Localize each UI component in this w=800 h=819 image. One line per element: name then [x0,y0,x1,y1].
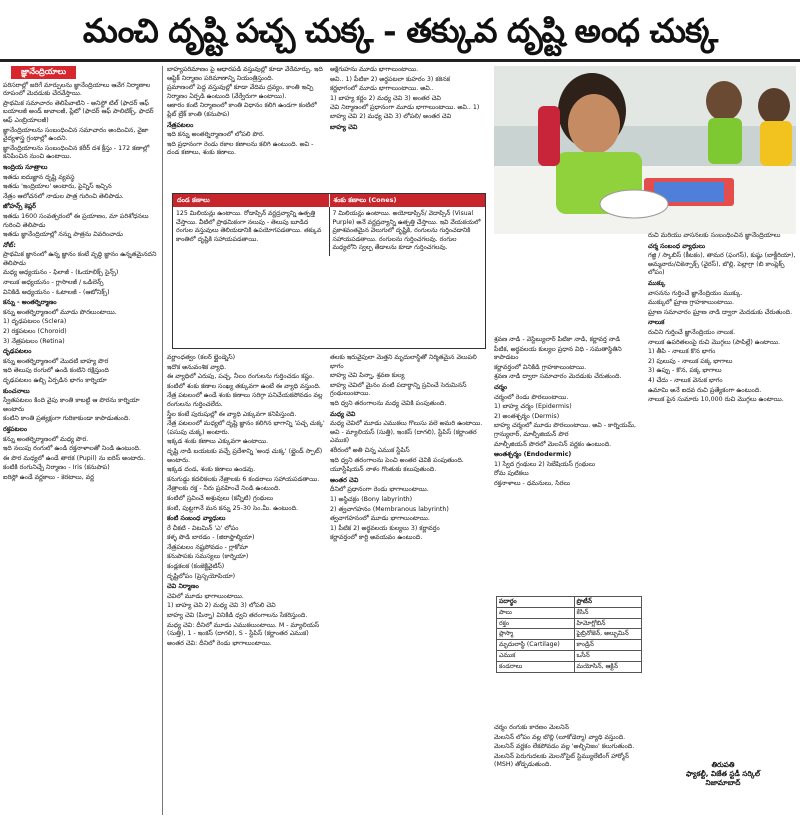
list-item: దృష్టి నాడి బయటకు వచ్చే ప్రదేశాన్ని 'అంధ చుక్క' (బ్లైండ్ స్పాట్) అంటారు. [167,447,323,464]
list-item: మెలనిన్ లోపం వల్ల బొల్లి (లూకోడెర్మా) వ్యాధి వస్తుంది. [494,733,626,741]
paragraph: కన్ను అంతర్నిర్మాణంలో మూడు పొరలుంటాయి. [3,308,117,316]
list-item: మెలనిన్ వర్ణకం లేకపోవడం వల్ల 'అల్బినిజం' కలుగుతుంది. [494,743,635,751]
rods-text: 125 మిలియన్లు ఉంటాయి. రోడాప్సిన్ వర్ణద్రవ్యాన్ని ఉత్పత్తి చేస్తాయి. వీటిలో ప్రాథమికంగా నలుపు - తెలుపు బూడిద రంగుల వస్తువులు తెలియడానికి ఉపయోగపడతాయి. తక్కువ కాంతిలో దృష్టికి సహాయపడతాయి. [176,210,322,243]
section-heading: ముక్కు [648,279,666,287]
table-cell: ఎముక [497,650,575,661]
paragraph: జ్ఞానేంద్రియాలను సంబంధించిన సమాచారం అందించిన, వైజా వైద్యశాస్త్ర గ్రంథాల్లో ఉందని. [3,126,149,143]
list-item: వర్ణాంధత్వం (కలర్ బ్లైండ్నెస్) [167,354,236,361]
table-row [497,650,642,661]
list-item: కనుగుడ్డు కదలికలకు నేత్రాలకు 6 కండరాలు సహాయపడతాయి. [167,475,320,483]
section-heading: మధ్య చెవి [330,410,356,418]
list-item: నాలుక పైన సుమారు 10,000 రుచి మొగ్గలు ఉంటాయి. [648,396,784,404]
list-item: 2) అంతశ్చర్మం (Dermis) [494,412,560,420]
list-item: మధ్య అధ్యయనం - ఫిలాజీ - (ఓయాలిక్స్ సైన్స్) [3,269,119,277]
list-item: నేత్రాలకు రక్త - నీరు ప్రవహించే నిండి ఉంటుంది. [167,485,281,493]
list-item: కర్ణావర్తంలో వినికిడి గ్రాహకాలుంటాయి. [494,363,587,371]
list-item: 2) పులుపు - నాలుక పక్క భాగాలు [648,357,733,365]
list-item: ఇది ధ్వని తరంగాలను మధ్య చెవికి పంపుతుంది. [330,399,447,407]
author-designation: ఫ్యాకల్టీ, విజేత స్టడీ సర్కిల్ [686,769,760,778]
list-item: వినికిడి అధ్యయనం - ఓటాలజీ - (ఆటోనిక్స్) [3,288,110,296]
list-item: ఘ్రాణ సమాచారం ఘ్రాణ నాడి ద్వారా మెదడుకు చేరుతుంది. [648,308,793,316]
list-item: దృష్టిలోపం (ప్రెస్బయోపియా) [167,572,236,580]
table-row [497,618,642,629]
list-item: అక్షిగుహను మూడు భాగాలుంటాయి. [330,66,419,73]
rods-title: దండ కణాలు [177,196,210,204]
list-item: కంటిలో శంకు కణాల సంఖ్య తక్కువగా ఉంటే ఈ వ్యాధి వస్తుంది. [167,382,321,390]
cones-title: శంకు కణాలు (Cones) [329,194,486,207]
list-item: కంటికి రంగునిచ్చే నిర్మాణం - Iris (కనుపాప) [3,464,110,472]
column-4 [494,336,644,594]
section-heading: బాహ్య చెవి [330,123,358,131]
list-item: ఇది నలుపు రంగులో ఉండి రక్తనాళాలతో నిండి ఉంటుంది. [3,445,141,453]
list-item: దృఢపటలం ఉబ్బి ఏర్పడిన భాగం కార్నియా [3,377,107,384]
list-item: ప్రాథమిక జ్ఞానంలో ఉన్న జ్ఞానం కంటే వృద్ధి జ్ఞానం ఉన్నతమైనదని తెలిపాడు [3,251,157,267]
section-heading: నేత్రపటలం [167,121,194,129]
list-item: శరీరంలో అతి చిన్న ఎముక స్టేపిస్ [330,446,410,454]
list-item: చెవి నిర్మాణంలో ప్రధానంగా మూడు భాగాలుంటాయి. అవి.. 1) బాహ్య చెవి 2) మధ్య చెవి 3) లోపలి/ అంతర చెవి [330,104,480,120]
table-cell: కండరాలు [497,661,575,672]
list-item: ఈ వ్యాధిలో ఎరుపు, పచ్చ, నీలం రంగులను గుర్తించడం కష్టం. [167,373,315,381]
table-row [497,640,642,651]
list-item: కంటిని కాంతి ప్రత్యక్షంగా గురికాకుండా కాపాడుతుంది. [3,415,131,423]
list-item: స్త్రీల కంటే పురుషుల్లో ఈ వ్యాధి ఎక్కువగా కనిపిస్తుంది. [167,410,297,418]
list-item: అంతర చెవి: దీనిలో రెండు భాగాలుంటాయి. [167,639,272,647]
column-3-top [330,66,490,191]
author-place: నిజామాబాద్ [705,778,741,787]
list-item: మాల్పీజియన్ పొరలో మెలనిన్ వర్ణకం ఉంటుంది. [494,440,612,448]
list-item: ఇతడు 'ఇంద్రియాల' అంటారు, పైన్నిస్ ఇచ్చిన [3,183,112,191]
list-item: చర్మం రంగుకు కారణం మెలనిన్ [494,724,569,731]
list-item: 3) నేత్రపటలం (Retina) [3,337,65,345]
list-item: గజ్జి / స్కాబిస్ (కీటకం), తామర (ఫంగస్), కుష్ఠు (బాక్టీరియా), అమ్మవారు/చికెన్పాక్స్ (వైరస్), బొల్లి, పెల్లాగ్రా (బి కాంప్లెక్స్ లోపం) [648,252,796,277]
table-row [497,661,642,672]
list-item: కర్ణభాగంలో మూడు భాగాలుంటాయి. అవి.. [330,85,434,93]
list-item: 1) అస్థిచక్రం (Bony labyrinth) [330,495,413,503]
paragraph: బాహ్యపరిమాణం పై ఆధారపడి వస్తువుల్లో కూడా వేరేమార్పు, ఇది ఆప్టిక్ నిర్మాణం పరిమాణాన్ని నియంత్రిస్తుంది. [167,66,323,82]
list-item: ఇతడు 1600 సంవత్సరంలో ఈ ప్రయాణం, మా పరిశోధనలు గురించి తెలిపాడు [3,212,149,229]
paragraph: శ్రవణ నాడి - వెస్టిబ్యులార్ పీటికా నాడి, కర్ణావర్త నాడి [494,336,620,343]
rods-cones-box [172,193,486,349]
students-illustration [494,66,796,234]
column-1 [3,66,163,815]
column-2-top [167,66,327,191]
table-row [497,629,642,640]
list-item: 1) దృఢపటలం (Sclera) [3,318,67,326]
paragraph: పరిసరాల్లో జరిగే మార్పులను జ్ఞానేంద్రియాలు ఆవేగ నిర్మాణాల రూపంలో మెదడుకు చేరవేస్తాయి. [3,81,151,98]
column-3-bottom [330,354,490,815]
list-item: కంటి, పుట్టగానే మన కన్ను 25-30 సెం.మీ. ఉంటుంది. [167,504,299,512]
paragraph: ప్రాథమిక సమాచారం తెలిపేవాటిని - అనిస్టో టిల్ (ఫాదర్ ఆఫ్ బయాలజీ అండ్ జువాలజీ, ప్లేటో (ఫాదర్ ఆఫ్ పాలిటిక్స్, ఫాదర్ ఆఫ్ ఎంబ్రియాలజీ) [3,99,154,124]
list-item: కళ్ళ పొడి బారడం - (జిరాఫ్తాల్మియా) [167,534,255,542]
section-heading: ఇంద్రియ సూత్రాలు [3,163,48,171]
list-item: రోమ పుటికలు [494,470,529,478]
list-item: పీటిక, అర్థవలయ కుల్యల ప్రధాన విధి - సమతాస్థితిని కాపాడటం [494,345,622,362]
table-header-cell: ప్రొటీన్ [574,597,641,608]
list-item: ఉమామి అనే ఐదవ రుచి ప్రత్యేకంగా ఉంటుంది. [648,386,762,394]
table-cell: కాండ్రిన్ [574,640,641,651]
protein-table [496,596,642,673]
section-heading: చర్మం [494,383,508,391]
list-item: ఐరిస్లో ఉండే వర్ణకాలు - కెరటాలు, వర్ణ [3,473,94,481]
list-item: 1) పీటిక 2) అర్థవలయ కుల్యలు 3) కర్ణావర్తం [330,524,440,532]
section-heading: కన్ను - అంతర్నిర్మాణం [3,299,57,307]
list-item: బాహ్య చెవి పిన్నా, శ్రవణ కుల్య [330,372,405,380]
list-item: 1) స్వేద గ్రంథులు 2) సెబేషియస్ గ్రంథులు [494,460,596,468]
paragraph: జ్ఞానేంద్రియాలను సంబంధించిన కరీర్ దశ క్రీస్తు - 172 కణాల్లో కనిపించిన నుంచి ఉంటాయి. [3,144,150,161]
list-item: కనుపాపకు సమస్యలు (కార్నియా) [167,553,249,561]
table-cell: మయోసిన్, ఆక్టిన్ [574,661,641,672]
list-item: 1) బాహ్య కర్ణం 2) మధ్య చెవి 3) అంతర చెవి [330,94,441,102]
headline: మంచి దృష్టి పచ్చ చుక్క - తక్కువ దృష్టి అంధ చుక్క [0,0,800,62]
list-item: ఇది ప్రధానంగా రెండు రకాల కణాలను కలిగి ఉంటుంది. అవి - దండ కణాలు, శంకు కణాలు. [167,140,314,157]
list-item: కంటిలో స్రవించే అశ్రువులు (కన్నీటి) గ్రంథులు [167,494,274,502]
list-item: నేత్రం ఆలోచనలో నాడుల పాత్ర గురించి తెలిపాడు. [3,192,124,200]
list-item: బాహ్య చెవిలో మైనం వంటి పదార్థాన్ని స్రవించే సెరుమినస్ గ్రంథులుంటాయి. [330,381,467,398]
table-cell: హిమోగ్లోబిన్ [574,618,641,629]
list-item: ఇతడు జ్ఞానేంద్రియాల్లో నన్ను పాత్రను వివరించాడు [3,231,123,239]
table-header-row [497,597,642,608]
list-item: రుచిని గుర్తించే జ్ఞానేంద్రియం నాలుక. [648,328,736,336]
section-heading: అంతర చెవి [330,476,359,484]
table-cell: ప్లాస్మా [497,629,575,640]
list-item: నేత్ర పటలంలో ఉండే శంకు కణాలు సరిగ్గా పనిచేయకపోవడం వల్ల రంగులను గుర్తించలేరు. [167,392,323,408]
table-cell: కేసిన్ [574,607,641,618]
list-item: దీనిలో ప్రధానంగా రెండు భాగాలుంటాయి. [330,486,429,494]
list-item: మెలనిన్ పెరుగుదలకు మెలనోసైట్ స్టిమ్యులేటింగ్ హార్మోన్ (MSH) తోడ్పడుతుంది. [494,752,629,769]
section-heading: కంటి సంబంధ వ్యాధులు [167,515,226,523]
author-name: తిరుపతి [711,760,735,769]
table-cell: పాలు [497,607,575,618]
list-item: 1) బాహ్య చెవి 2) మధ్య చెవి 3) లోపలి చెవి [167,602,276,610]
list-item: ఇతడు ఐదుజ్ఞాన దృష్టి వ్యవస్థ [3,173,75,181]
list-item: తలకు ఇరువైపులా మెత్తని మృదులాస్థితో నిర్మితమైన వెలుపలి భాగం [330,354,477,370]
list-item: 1) తీపి - నాలుక కొన భాగం [648,348,716,356]
list-item: యూస్టేషియన్ నాళం గొంతుకు కలుపుతుంది. [330,466,437,474]
list-item: ముక్కులో ఘ్రాణ గ్రాహకాలుంటాయి. [648,299,734,307]
section-heading: రక్తపటలం [3,425,28,433]
section-heading: నాలుక [648,319,665,327]
column-4-footer [494,724,644,815]
list-item: బాహ్య చర్మంలో మూడు పొరలుంటాయి. అవి - కార్నియమ్, గ్రాన్యులార్, మాల్పీజియన్ పొర [494,422,637,438]
column-5 [648,232,798,756]
list-item: చర్మంలో రెండు పొరలుంటాయి. [494,393,569,401]
list-item: ఇది కన్ను అంతర్నిర్మాణంలో లోపలి పొర. [167,131,265,139]
section-heading: జోహన్స్ కెప్లర్ [3,203,37,211]
list-item: కండ్లకలక (కంజెక్టివైటిస్) [167,563,225,571]
list-item: నాలుక ఉపరితలంపై రుచి మొగ్గలు (పాపిల్లే) ఉంటాయి. [648,338,780,346]
section-heading: కుంచనాలు [3,387,30,395]
list-item: 2) త్వచాగహనం (Membranous labyrinth) [330,505,449,513]
list-item: 4) చేదు - నాలుక వెనుక భాగం [648,376,723,384]
list-item: ఇది ధ్వని తరంగాలను పెంచి అంతర చెవికి పంపుతుంది. [330,456,464,464]
section-heading: చెవి నిర్మాణం [167,583,199,591]
list-item: నేత్ర పటలంలో మధ్యలో దృష్టి జ్ఞానం కలిగిన భాగాన్ని 'పచ్చ చుక్క' (పసుపు చుక్క) అంటారు. [167,420,325,436]
list-item: త్వచాగహనంలో మూడు భాగాలుంటాయి. [330,515,430,523]
section-heading: నోట్: [3,241,16,249]
table-row [497,607,642,618]
section-heading: అంతశ్చర్మం (Endodermic) [494,451,572,459]
list-item: అవి.. 1) పీటికా 2) అర్థపటలా కుహరం 3) కఠినక [330,75,451,83]
list-item: చెవిలో మూడు భాగాలుంటాయి. [167,592,244,600]
author-signature [648,760,798,787]
list-item: కర్ణావర్తంలో కార్టి అవయవం ఉంటుంది. [330,534,423,542]
list-item: స్వేతపటలం కింది వైపు కాంతి కాబట్టి ఆ పొరను కార్నియా అంటారు [3,397,140,413]
list-item: ఇక్కడ శంకు కణాలు ఎక్కువగా ఉంటాయి. [167,438,269,446]
table-cell: రక్తం [497,618,575,629]
paragraph: ఆకారం కంటి నిర్మాణంలో కాంతి విధానం కలిగి ఉండగా కంటిలో ప్లేట్ బ్రేక్ కాంతి (కనుపాప) [167,102,317,118]
list-item: ఇది తెలుపు రంగులో ఉండి కంటిని రక్షిస్తుంది [3,367,109,375]
list-item: నాలుక అధ్యయనం - గ్లాసాలజీ / ఒడిలెన్స్ [3,279,104,287]
list-item: మధ్య చెవి: దీనిలో మూడు ఎముకలుంటాయి. M - మ్యాలియస్ (సుత్తి), 1 - ఇంకస్ (దాగలి), S - స్టేపిస్ (కర్ణాంతర ఎముక) [167,621,320,638]
column-2-bottom [167,354,327,815]
list-item: మధ్య చెవిలో మూడు ఎముకలు గొలుసు వలె అమరి ఉంటాయి. అవి - మ్యాలియస్ (సుత్తి), ఇంకస్ (దాగలి), స్టేపిస్ (కర్ణాంతర ఎముక) [330,420,483,445]
list-item: కన్ను అంతర్నిర్మాణంలో మొదటి బాహ్య పొర [3,357,109,365]
paragraph: ప్రమాణంలో పెద్ద వస్తువుల్లో కూడా వేదిమ ద్రవ్యం, కాంతి ఇచ్చి నిర్మాణం ఏర్పడి ఉంటుంది (వేర్వేరుగా ఉంటాయి). [167,84,314,100]
table-cell: ఒసీన్ [574,650,641,661]
section-heading: దృఢపటలం [3,348,32,356]
list-item: కన్ను అంతర్నిర్మాణంలో మధ్య పొర. [3,435,89,443]
classroom-photo [494,66,796,234]
cones-text: 7 మిలియన్లు ఉంటాయి. అయోడాప్సిన్/ వెదాప్సిన్ (Visual Purple) అనే వర్ణద్రవ్యాన్ని ఉత్పత్తి చేస్తాయి. ఇవి వేయకయలో ప్రకాశవంతమైన వెలుగులో దృష్టికి, రంగులను గుర్తించడానికి సహాయపడతాయి. రంగులను గుర్తించగలవు. రంగుల మధ్యలోని స్వల్ప తేడాలను కూడా గుర్తించగలవు. [329,207,486,256]
list-item: ఇక్కడ దండ, శంకు కణాలు ఉండవు. [167,466,256,474]
list-item: రే చీకటి - విటమిన్ 'ఎ' లోపం [167,524,239,532]
list-item: నేత్రపటలం నష్టపోవడం - గ్లాకోమా [167,543,249,551]
list-item: ఈ పొర మధ్యలో ఉండే తారక (Pupil) ను ఐరిస్ అంటారు. [3,454,146,462]
list-item: ఇదొక అనువంశిక వ్యాధి. [167,363,227,371]
section-heading: చర్మ సంబంధ వ్యాధులు [648,242,706,250]
list-item: 3) ఉప్పు - కొన, పక్క భాగాలు [648,367,722,375]
table-cell: మృదులాస్థి (Cartilage) [497,640,575,651]
table-cell: ఫైబ్రినోజెన్, అల్బుమిన్ [574,629,641,640]
list-item: బాహ్య చెవి (పిన్నా) వినికిడి ధ్వని తరంగాలను సేకరిస్తుంది. [167,612,308,620]
list-item: వాసనను గుర్తించే జ్ఞానేంద్రియం ముక్కు. [648,289,743,297]
list-item: శ్రవణ నాడి ద్వారా సమాచారం మెదడుకు చేరుతుంది. [494,373,622,381]
list-item: 2) రక్తపటలం (Choroid) [3,328,67,336]
list-item: రక్తనాళాలు - ధమనులు, సిరలు [494,479,570,487]
paragraph: రుచి మరియు వాసనలకు సంబంధించిన జ్ఞానేంద్రియాలు [648,232,781,239]
list-item: 1) బాహ్య చర్మం (Epidermis) [494,403,572,411]
section-tab: జ్ఞానేంద్రియాలు [11,66,76,79]
table-header-cell: పదార్థం [497,597,575,608]
